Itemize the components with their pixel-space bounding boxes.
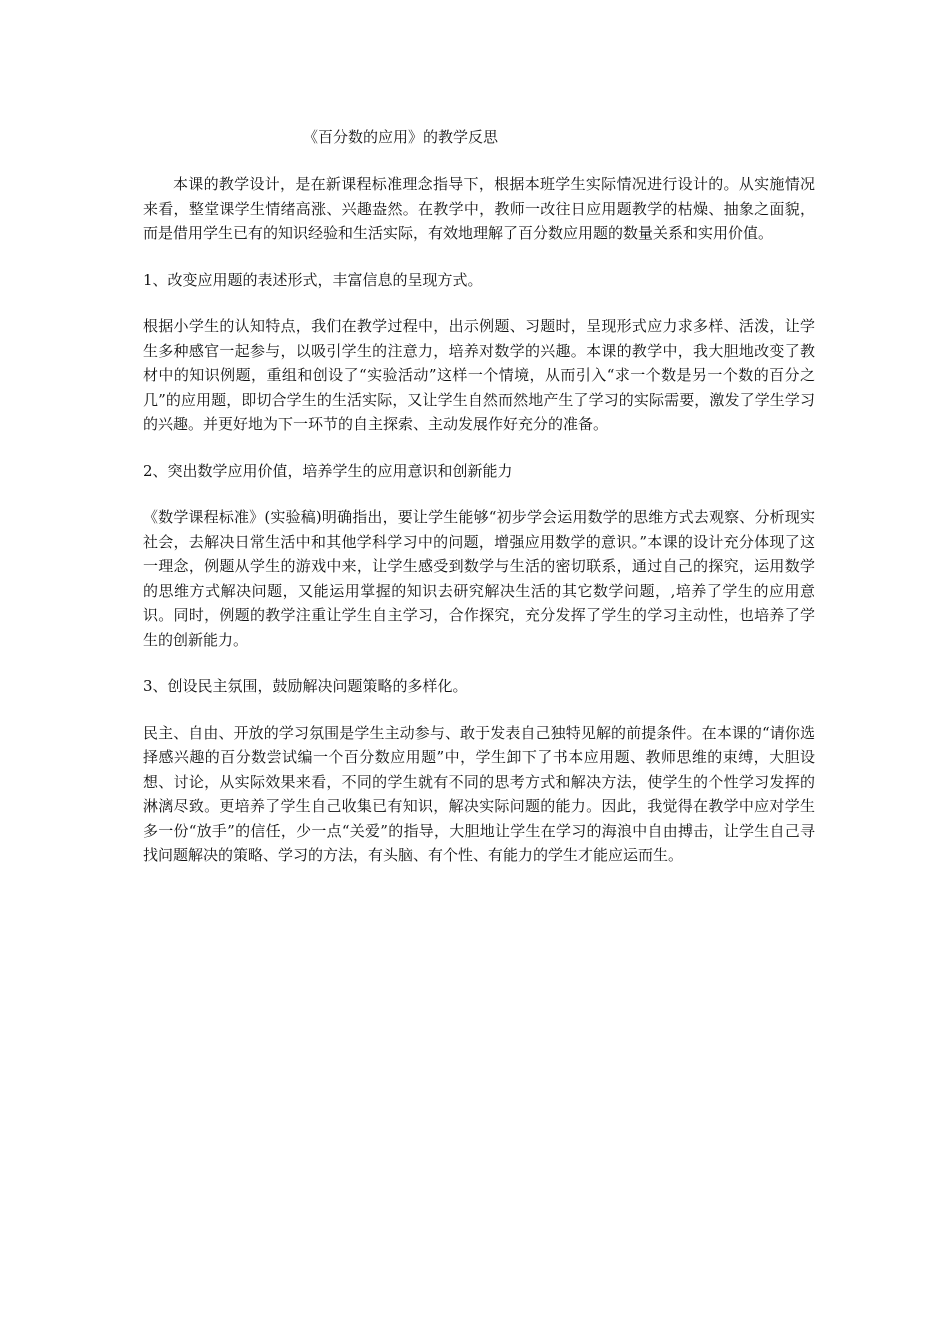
section-3-body: 民主、自由、开放的学习氛围是学生主动参与、敢于发表自己独特见解的前提条件。在本课的“请你选择感兴趣的百分数尝试编一个百分数应用题”中，学生卸下了书本应用题、教师思维的束缚，大胆设想、讨论，从实际效果来看，不同的学生就有不同的思考方式和解决方法，使学生的个性学习发挥的淋漓尽致。更培养了学生自己收集已有知识，解决实际问题的能力。因此，我觉得在教学中应对学生多一份“放手”的信任，少一点“关爱”的指导，大胆地让学生在学习的海浪中自由搏击，让学生自己寻找问题解决的策略、学习的方法，有头脑、有个性、有能力的学生才能应运而生。 (143, 723, 815, 864)
document-title: 《百分数的应用》的教学反思 (303, 128, 499, 146)
section-2-heading: 2、突出数学应用价值，培养学生的应用意识和创新能力 (143, 461, 513, 480)
section-1-body: 根据小学生的认知特点，我们在教学过程中，出示例题、习题时，呈现形式应力求多样、活泼，让学生多种感官一起参与，以吸引学生的注意力，培养对数学的兴趣。本课的教学中，我大胆地改变了教材中的知识例题，重组和创设了“实验活动”这样一个情境，从而引入“求一个数是另一个数的百分之几”的应用题，即切合学生的生活实际，又让学生自然而然地产生了学习的实际需要，激发了学生学习的兴趣。并更好地为下一环节的自主探索、主动发展作好充分的准备。 (143, 317, 815, 433)
document-body (143, 124, 815, 868)
section-1-heading: 1、改变应用题的表述形式，丰富信息的呈现方式。 (143, 270, 483, 289)
section-3-heading: 3、创设民主氛围，鼓励解决问题策略的多样化。 (143, 677, 468, 695)
intro-paragraph: 本课的教学设计，是在新课程标准理念指导下，根据本班学生实际情况进行设计的。从实施情况来看，整堂课学生情绪高涨、兴趣盎然。在教学中，教师一改往日应用题教学的枯燥、抽象之面貌，而是借用学生已有的知识经验和生活实际，有效地理解了百分数应用题的数量关系和实用价值。 (143, 175, 815, 242)
section-2-body: 《数学课程标准》(实验稿)明确指出，要让学生能够“初步学会运用数学的思维方式去观察、分析现实社会，去解决日常生活中和其他学科学习中的问题，增强应用数学的意识。”本课的设计充分体现了这一理念，例题从学生的游戏中来，让学生感受到数学与生活的密切联系，通过自己的探究，运用数学的思维方式解决问题，又能运用掌握的知识去研究解决生活的其它数学问题，,培养了学生的应用意识。同时，例题的教学注重让学生自主学习，合作探究，充分发挥了学生的学习主动性，也培养了学生的创新能力。 (143, 508, 815, 649)
